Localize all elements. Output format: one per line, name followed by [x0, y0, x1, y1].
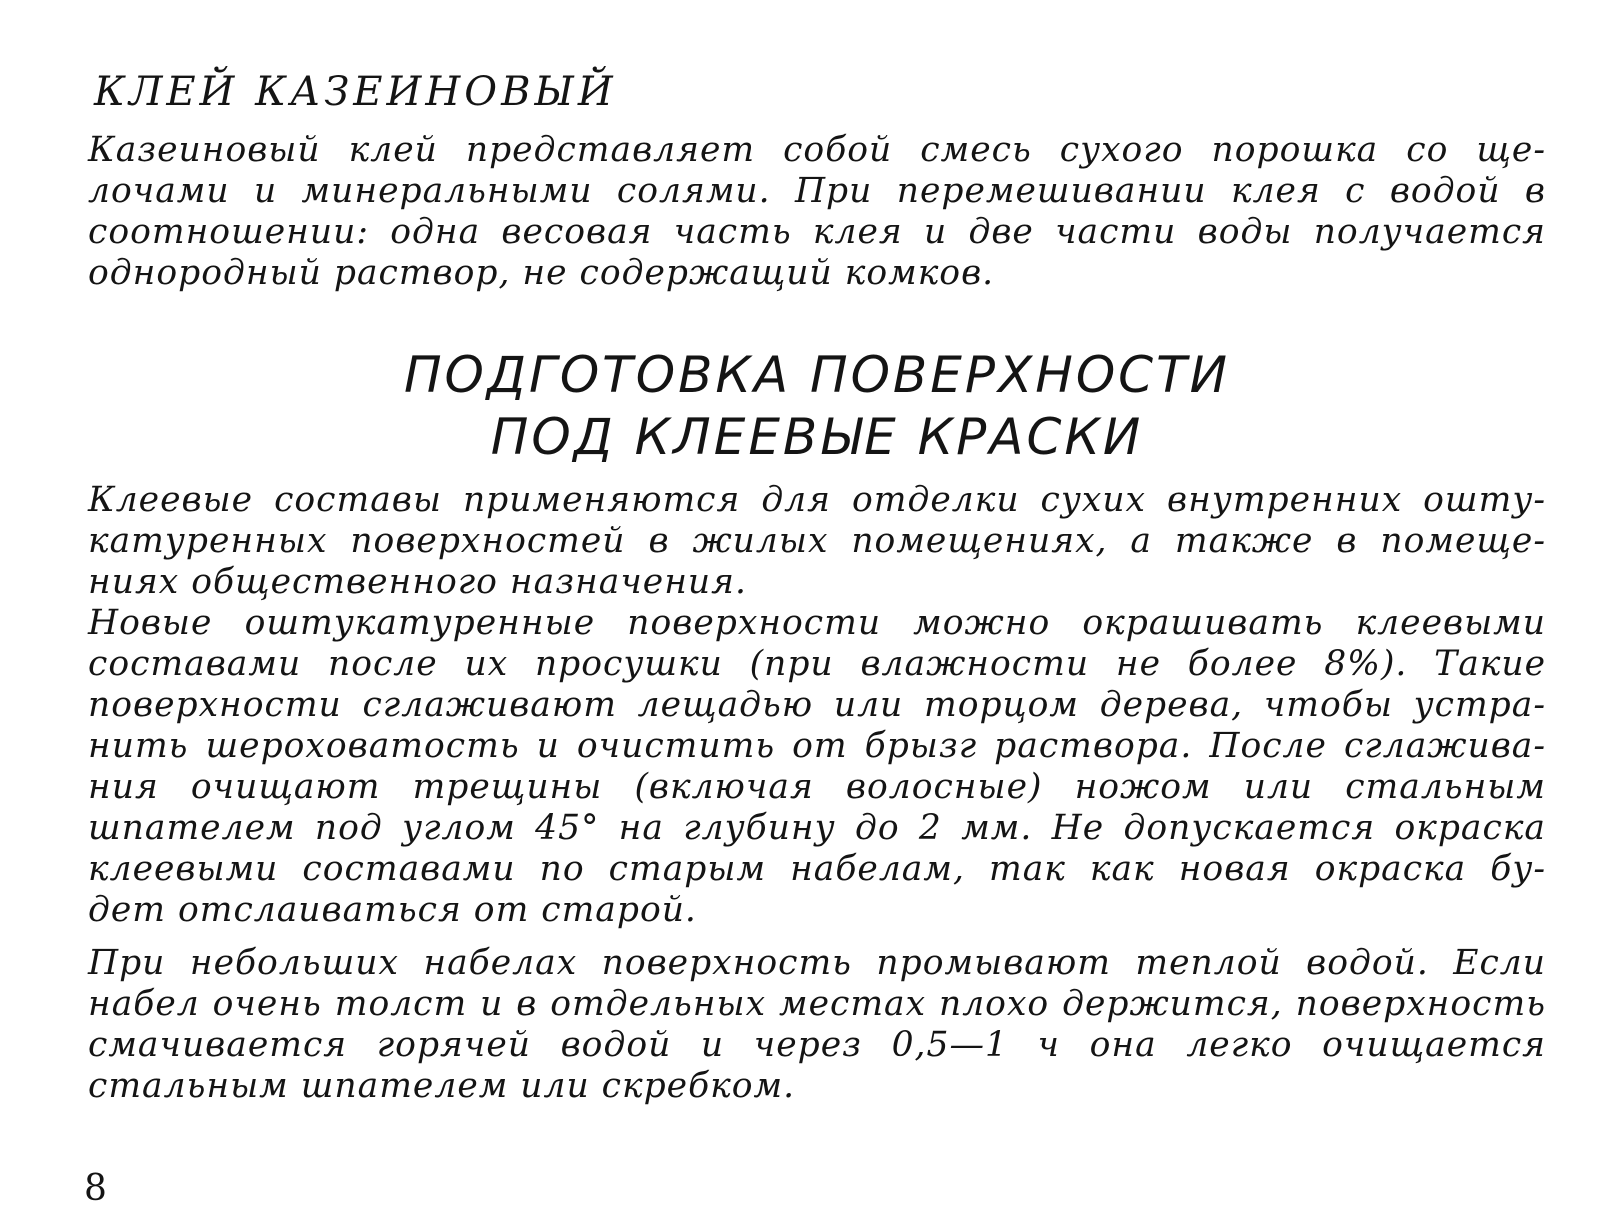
text-line: катуренных поверхностей в жилых помещениях, а также в помеще-: [88, 521, 1546, 561]
text-line: дет отслаиваться от старой.: [88, 890, 697, 930]
text-line: смачивается горячей водой и через 0,5—1 ч она легко очищается: [88, 1025, 1546, 1065]
book-page: [88, 62, 1546, 1107]
text-line: лочами и минеральными солями. При перемешивании клея с водой в: [88, 171, 1546, 211]
surface-paragraph-3: [88, 943, 1546, 1107]
section-heading-casein-glue: КЛЕЙ КАЗЕИНОВЫЙ: [94, 69, 617, 115]
text-line: набел очень толст и в отдельных местах плохо держится, поверхность: [88, 984, 1546, 1024]
text-line: ниях общественного назначения.: [88, 562, 747, 602]
text-line: Новые оштукатуренные поверхности можно окрашивать клеевыми: [88, 603, 1546, 643]
text-line: составами после их просушки (при влажности не более 8%). Такие: [88, 644, 1546, 684]
text-line: соотношении: одна весовая часть клея и две части воды получается: [88, 212, 1546, 252]
text-line: однородный раствор, не содержащий комков.: [88, 253, 995, 293]
surface-paragraph-1: [88, 480, 1546, 603]
text-line: клеевыми составами по старым набелам, так как новая окраска бу-: [88, 849, 1546, 889]
section-heading-surface-preparation: [88, 344, 1546, 468]
text-line: ния очищают трещины (включая волосные) ножом или стальным: [88, 767, 1546, 807]
casein-glue-paragraph: [88, 130, 1546, 294]
text-line: стальным шпателем или скребком.: [88, 1066, 796, 1106]
text-line: поверхности сглаживают лещадью или торцом дерева, чтобы устра-: [88, 685, 1546, 725]
text-line: шпателем под углом 45° на глубину до 2 мм. Не допускается окраска: [88, 808, 1546, 848]
heading-line: ПОД КЛЕЕВЫЕ КРАСКИ: [490, 408, 1144, 466]
surface-paragraph-2: [88, 603, 1546, 931]
heading-line: ПОДГОТОВКА ПОВЕРХНОСТИ: [403, 346, 1231, 404]
page-number: 8: [84, 1168, 107, 1209]
text-line: Казеиновый клей представляет собой смесь сухого порошка со ще-: [88, 130, 1546, 170]
text-line: нить шероховатость и очистить от брызг раствора. После сглажива-: [88, 726, 1546, 766]
text-line: Клеевые составы применяются для отделки сухих внутренних ошту-: [88, 480, 1546, 520]
text-line: При небольших набелах поверхность промывают теплой водой. Если: [88, 943, 1546, 983]
